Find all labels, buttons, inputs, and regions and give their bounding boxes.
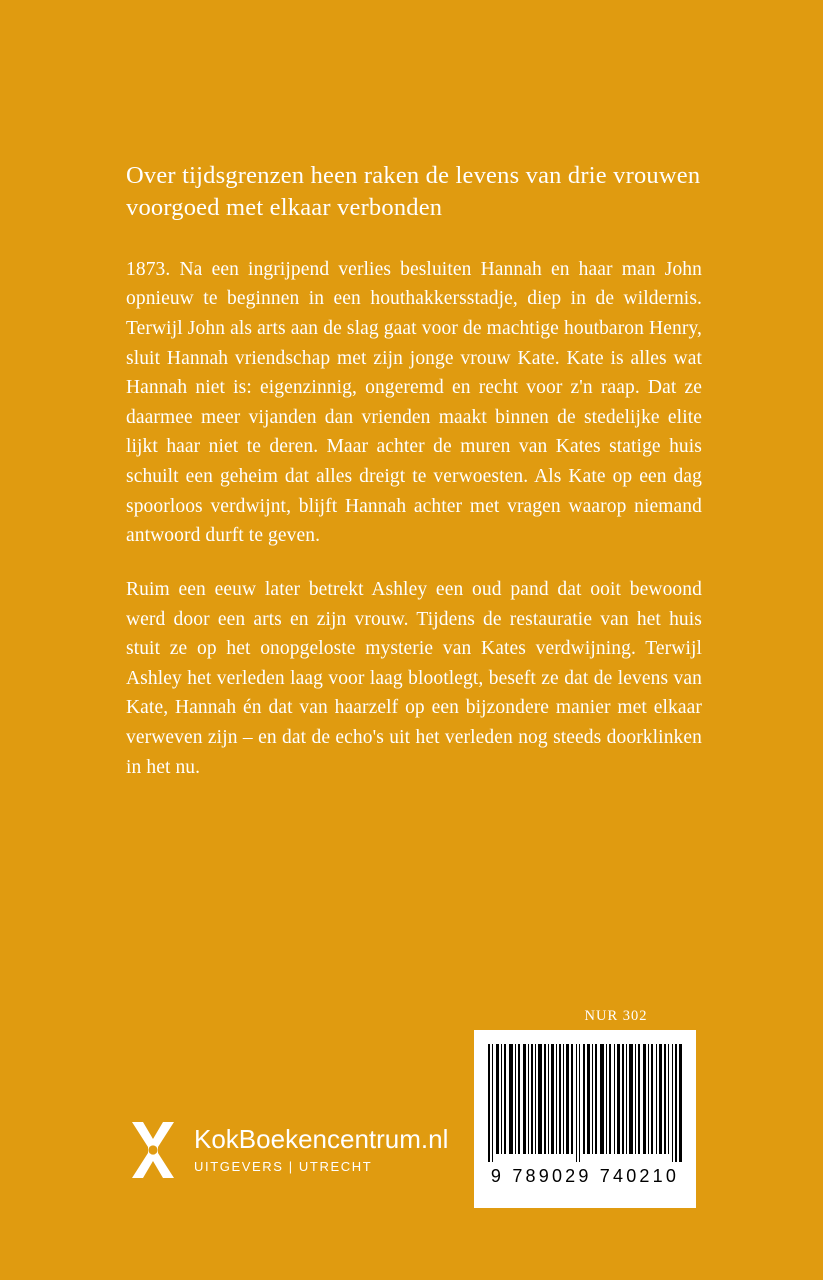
- barcode-digits: 9 789029 740210: [490, 1166, 680, 1186]
- blurb-paragraph-2: Ruim een eeuw later betrekt Ashley een oud pand dat ooit bewoond werd door een arts en zijn vrouw. Tijdens de restauratie van het huis stuit ze op het onopgeloste mysterie van Kates verdwijning. Terwijl Ashley het verleden laag voor laag blootlegt, beseft ze dat de levens van Kate, Hannah én dat van haarzelf op een bijzondere manier met elkaar verweven zijn – en dat de echo's uit het verleden nog steeds doorklinken in het nu.: [126, 578, 702, 778]
- tagline: Over tijdsgrenzen heen raken de levens van drie vrouwen voorgoed met elkaar verbonden: [126, 162, 701, 222]
- blurb: [126, 255, 702, 783]
- publisher-name: KokBoekencentrum.nl: [194, 1123, 449, 1154]
- barcode-bars-icon: [488, 1044, 682, 1162]
- nur-code: NUR 302: [584, 1008, 648, 1024]
- kok-boekencentrum-k-mark-icon: [126, 1120, 180, 1180]
- publisher-logo: [126, 1120, 448, 1180]
- blurb-paragraph-1: 1873. Na een ingrijpend verlies besluiten Hannah en haar man John opnieuw te beginnen in een houthakkersstadje, diep in de wildernis. Terwijl John als arts aan de slag gaat voor de machtige houtbaron Henry, sluit Hannah vriendschap met zijn jonge vrouw Kate. Kate is alles wat Hannah niet is: eigenzinnig, ongeremd en recht voor z'n raap. Dat ze daarmee meer vijanden dan vrienden maakt binnen de stedelijke elite lijkt haar niet te deren. Maar achter de muren van Kates statige huis schuilt een geheim dat alles dreigt te verwoesten. Als Kate op een dag spoorloos verdwijnt, blijft Hannah achter met vragen waarop niemand antwoord durft te geven.: [126, 258, 702, 547]
- back-cover-text-block: [126, 160, 702, 782]
- barcode-panel: [474, 1030, 696, 1208]
- publisher-subtitle: UITGEVERS | UTRECHT: [194, 1159, 373, 1175]
- publisher-text: [194, 1123, 449, 1175]
